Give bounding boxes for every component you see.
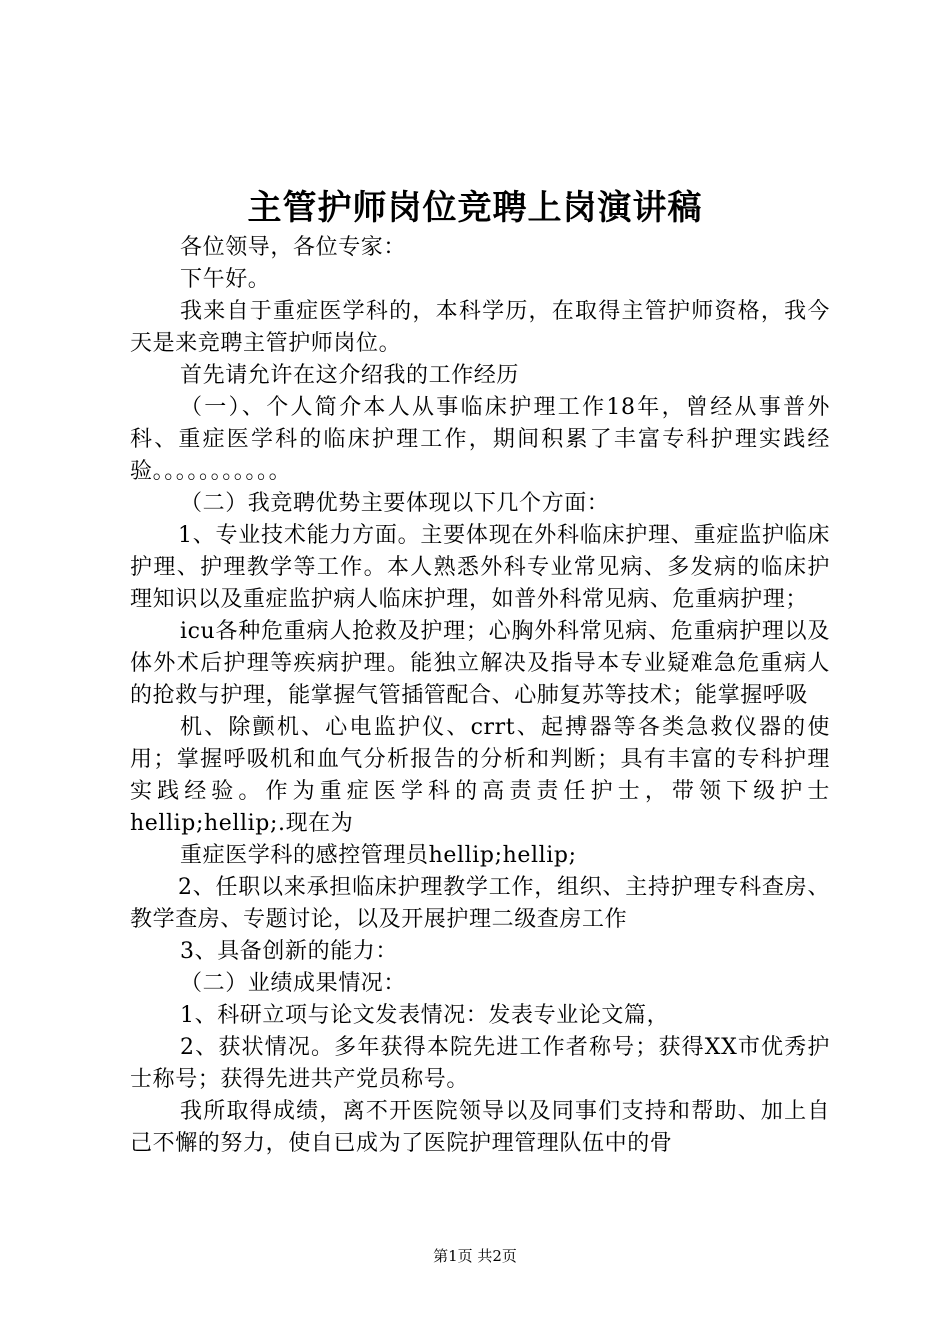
- paragraph-research: 1、科研立项与论文发表情况：发表专业论文篇，: [180, 1003, 670, 1028]
- paragraph-infection-control: 重症医学科的感控管理员hellip;hellip;: [180, 843, 577, 868]
- paragraph-introduction: 我来自于重症医学科的，本科学历，在取得主管护师资格，我今天是来竞聘主管护师岗位。: [130, 299, 830, 356]
- page-number-footer: 第1页 共2页: [433, 1247, 517, 1265]
- paragraph-acknowledgement: 我所取得成绩，离不开医院领导以及同事们支持和帮助、加上自己不懈的努力，使自已成为了医院护理管理队伍中的骨: [130, 1099, 830, 1156]
- paragraph-greeting: 各位领导，各位专家：: [180, 235, 407, 260]
- paragraph-good-afternoon: 下午好。: [180, 267, 271, 292]
- paragraph-awards: 2、获状情况。多年获得本院先进工作者称号；获得XX市优秀护士称号；获得先进共产党员称号。: [130, 1035, 830, 1092]
- paragraph-icu-care: icu各种危重病人抢救及护理；心胸外科常见病、危重病护理以及体外术后护理等疾病护理。能独立解决及指导本专业疑难急危重病人的抢救与护理，能掌握气管插管配合、心肺复苏等技术；能掌握呼吸: [130, 619, 830, 708]
- paragraph-equipment: 机、除颤机、心电监护仪、crrt、起搏器等各类急救仪器的使用；掌握呼吸机和血气分析报告的分析和判断；具有丰富的专科护理实践经验。作为重症医学科的高责责任护士，带领下级护士hellip;hellip;.现在为: [130, 715, 830, 836]
- paragraph-innovation: 3、具备创新的能力：: [180, 939, 398, 964]
- paragraph-work-history-intro: 首先请允许在这介绍我的工作经历: [180, 363, 520, 388]
- document-body: [130, 232, 830, 1160]
- document-title: 主管护师岗位竞聘上岗演讲稿: [247, 188, 703, 228]
- paragraph-technical-ability: 1、专业技术能力方面。主要体现在外科临床护理、重症监护临床护理、护理教学等工作。本人熟悉外科专业常见病、多发病的临床护理知识以及重症监护病人临床护理，如普外科常见病、危重病护理；: [130, 523, 830, 612]
- paragraph-teaching: 2、任职以来承担临床护理教学工作，组织、主持护理专科查房、教学查房、专题讨论，以及开展护理二级查房工作: [130, 875, 830, 932]
- paragraph-advantages-heading: （二）我竞聘优势主要体现以下几个方面：: [180, 491, 610, 516]
- paragraph-profile: （一）、个人简介本人从事临床护理工作18年，曾经从事普外科、重症医学科的临床护理工作，期间积累了丰富专科护理实践经验。。。。。。。。。。。: [130, 395, 830, 484]
- paragraph-achievements-heading: （二）业绩成果情况：: [180, 971, 407, 996]
